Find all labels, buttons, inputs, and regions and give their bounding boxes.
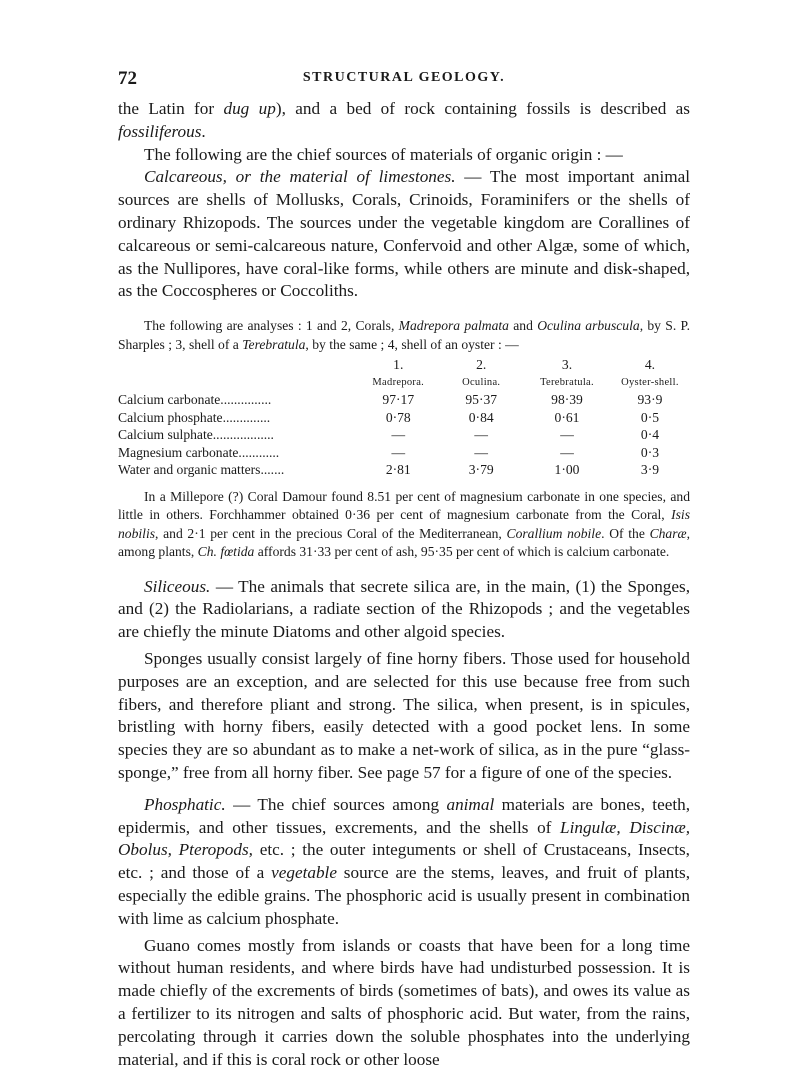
table-cell: 93·9: [637, 392, 663, 408]
table-cell: 95·37: [465, 392, 498, 408]
table-cell: 0·5: [640, 409, 660, 425]
column-name: Oculina.: [462, 376, 501, 388]
table-cell: 0·78: [385, 409, 411, 425]
dot-leader: ............: [238, 444, 280, 460]
table-cell: 1·00: [554, 462, 580, 478]
analyses-note: In a Millepore (?) Coral Damour found 8.51 per cent of magnesium carbonate in one species, and little in others. Forchhammer obtained 0·36 per cent of magnesium carbonate from the Coral, Isis nobilis, and 2·1 per cent in the precious Coral of the Mediterranean, Corallium nobile. Of the Charæ, among plants, Ch. fœtida affords 31·33 per cent of ash, 95·35 per cent of which is calcium carbonate.: [118, 488, 690, 560]
table-cell: 2·81: [385, 462, 411, 478]
analyses-intro: The following are analyses : 1 and 2, Corals, Madrepora palmata and Oculina arbuscula, by S. P. Sharples ; 3, shell of a Terebratula, by the same ; 4, shell of an oyster : —: [118, 318, 691, 352]
paragraph-continuation: the Latin for dug up), and a bed of rock containing fossils is described as fossiliferous.: [118, 99, 690, 141]
running-head: STRUCTURAL GEOLOGY.: [302, 70, 506, 85]
row-label: Water and organic matters: [118, 462, 261, 478]
column-name: Terebratula.: [540, 376, 594, 388]
table-cell: —: [391, 427, 406, 443]
table-row: [118, 461, 690, 479]
paragraph-phosphatic: Phosphatic. — The chief sources among animal materials are bones, teeth, epidermis, and other tissues, excrements, and the shells of Lingulæ, Discinæ, Obolus, Pteropods, etc. ; the outer integuments or shell of Crustaceans, Insects, etc. ; and those of a vegetable source are the stems, leaves, and fruit of plants, especially the edible grains. The phosphoric acid is usually present in combination with lime as calcium phosphate.: [118, 794, 690, 928]
table-column-names: [118, 374, 690, 392]
table-row: [118, 391, 690, 409]
page-number: 72: [118, 68, 137, 89]
book-page: [118, 68, 690, 1071]
table-row: [118, 444, 690, 462]
column-number: 3.: [561, 357, 573, 373]
table-row: [118, 426, 690, 444]
paragraph-calcareous: Calcareous, or the material of limestones. — The most important animal sources are shells of Mollusks, Corals, Crinoids, Foraminifers or the shells of ordinary Rhizopods. The sources under the vegetable kingdom are Corallines of calcareous or semi-calcareous nature, Confervoid and other Algæ, some of which, as the Nullipores, have coral-like forms, while others are minute and disk-shaped, as the Coccospheres or Coccoliths.: [118, 167, 690, 301]
table-cell: 0·4: [640, 427, 660, 443]
table-cell: 0·61: [554, 409, 580, 425]
table-cell: —: [391, 444, 406, 460]
row-label: Calcium carbonate: [118, 392, 221, 408]
table-cell: 3·79: [468, 462, 494, 478]
table-cell: 98·39: [551, 392, 583, 408]
page-header: [118, 68, 690, 98]
row-label: Calcium phosphate: [118, 409, 223, 425]
table-cell: 0·84: [468, 409, 494, 425]
row-label: Magnesium carbonate: [118, 444, 239, 460]
dot-leader: .......: [260, 462, 285, 478]
column-name: Oyster-shell.: [621, 376, 679, 388]
column-number: 4.: [644, 357, 656, 373]
table-column-numbers: [118, 356, 690, 374]
analyses-table: [118, 356, 690, 479]
column-name: Madrepora.: [372, 376, 425, 388]
table-cell: —: [474, 444, 488, 460]
table-cell: —: [560, 444, 574, 460]
paragraph-sponges: Sponges usually consist largely of fine horny fibers. Those used for household purposes are an exception, and are selected for this use because free from such fibers, and therefore pliant and strong. The silica, when present, is in spicules, bristling with horny fibers, easily detected with a good pocket lens. In some species they are so abundant as to make a net-work of silica, as in the pure “glass-sponge,” free from all horny fiber. See page 57 for a figure of one of the species.: [118, 649, 690, 783]
dot-leader: ..................: [212, 427, 274, 443]
column-number: 2.: [476, 357, 487, 373]
dot-leader: ...............: [220, 392, 272, 408]
table-row: [118, 409, 690, 427]
table-cell: —: [474, 427, 488, 443]
paragraph-siliceous: Siliceous. — The animals that secrete silica are, in the main, (1) the Sponges, and (2) the Radiolarians, a radiate section of the Rhizopods ; and the vegetables are chiefly the minute Diatoms and other algoid species.: [118, 576, 690, 642]
column-number: 1.: [393, 357, 404, 373]
table-cell: 97·17: [382, 392, 415, 408]
dot-leader: ..............: [222, 409, 271, 425]
table-cell: —: [560, 427, 574, 443]
paragraph-sources-intro: The following are the chief sources of materials of organic origin : —: [144, 144, 623, 164]
paragraph-guano: Guano comes mostly from islands or coasts that have been for a long time without human residents, and where birds have had undisturbed possession. It is made chiefly of the excrements of birds (sometimes of bats), and owes its value as a fertilizer to its nitrogen and salts of phosphoric acid. But water, from the rains, percolating through it carries down the soluble phosphates into the underlying material, and if this is coral rock or other loose: [118, 935, 690, 1069]
row-label: Calcium sulphate: [118, 427, 213, 443]
table-cell: 0·3: [640, 444, 660, 460]
table-cell: 3·9: [640, 462, 660, 478]
